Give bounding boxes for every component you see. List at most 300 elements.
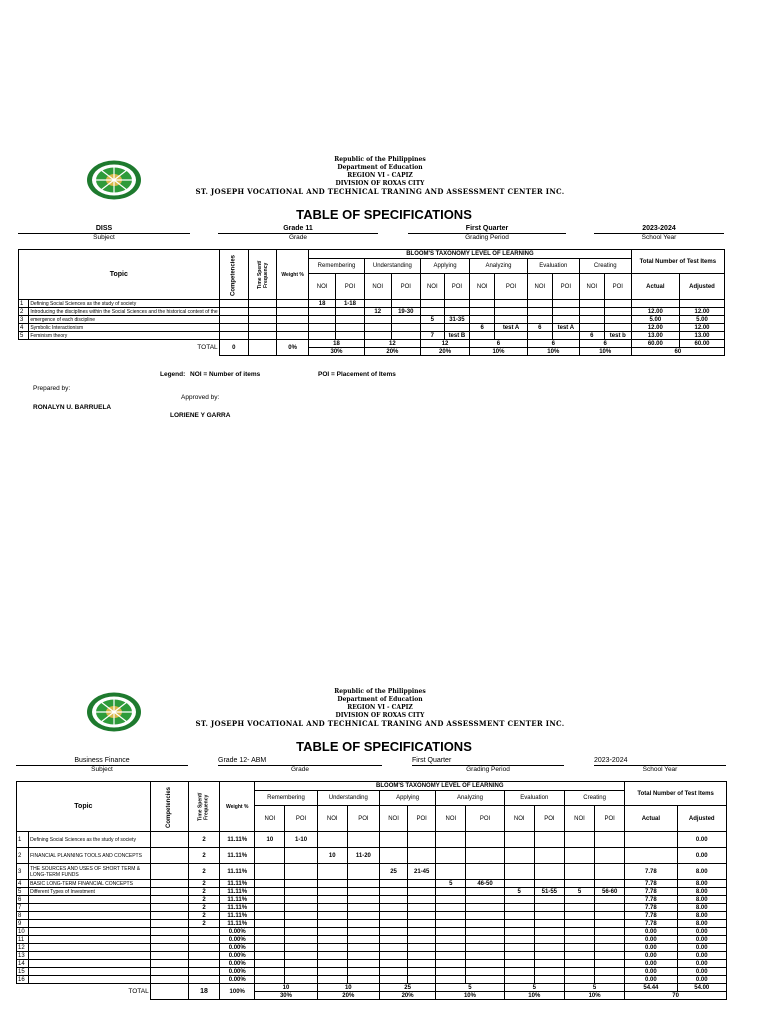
table-row [17, 952, 727, 960]
table-row [17, 968, 727, 976]
row-adjusted: 8.00 [677, 904, 726, 912]
row-actual: 7.78 [625, 912, 677, 920]
row-noi [364, 324, 391, 332]
row-competencies [150, 832, 188, 848]
grade-label: Grade [290, 766, 310, 773]
row-weight: 0.00% [220, 960, 255, 968]
row-noi [579, 324, 604, 332]
row-poi [444, 300, 470, 308]
row-poi [408, 968, 436, 976]
total-time [249, 340, 277, 356]
row-competencies [150, 904, 188, 912]
row-noi [527, 308, 552, 316]
row-poi [391, 316, 420, 324]
row-adjusted: 8.00 [677, 912, 726, 920]
row-time: 2 [188, 848, 219, 864]
row-number: 4 [19, 324, 29, 332]
row-topic: THE SOURCES AND USES OF SHORT TERM & LONG-TERM FUNDS [29, 864, 151, 880]
bloom-header: BLOOM'S TAXONOMY LEVEL OF LEARNING [255, 782, 625, 791]
row-poi [534, 968, 564, 976]
row-noi [504, 848, 534, 864]
row-noi [579, 316, 604, 324]
row-time [249, 332, 277, 340]
row-noi [436, 896, 466, 904]
row-poi [347, 832, 379, 848]
row-poi [347, 952, 379, 960]
row-noi [309, 316, 336, 324]
row-noi [255, 952, 285, 960]
row-weight [277, 324, 309, 332]
adjusted-header: Adjusted [680, 274, 725, 300]
row-poi [595, 952, 625, 960]
row-weight: 0.00% [220, 928, 255, 936]
table-row [17, 904, 727, 912]
row-noi [564, 848, 594, 864]
weight-header: Weight % [277, 250, 309, 300]
row-noi: 10 [317, 848, 347, 864]
row-noi [436, 944, 466, 952]
row-poi [285, 920, 317, 928]
row-poi [466, 888, 504, 896]
row-competencies [150, 896, 188, 904]
row-poi [408, 976, 436, 984]
row-noi [379, 936, 407, 944]
row-competencies [219, 300, 248, 308]
poi-header: POI [444, 274, 470, 300]
row-poi [285, 976, 317, 984]
row-noi [564, 944, 594, 952]
total-percent: 20% [379, 992, 435, 1000]
row-number: 1 [19, 300, 29, 308]
row-noi [579, 300, 604, 308]
table-row [19, 300, 725, 308]
row-poi [466, 864, 504, 880]
row-poi [466, 832, 504, 848]
row-noi: 12 [364, 308, 391, 316]
row-noi [564, 832, 594, 848]
row-topic: Different Types of Investment [29, 888, 151, 896]
row-noi [527, 300, 552, 308]
row-weight: 11.11% [220, 896, 255, 904]
table-row [19, 324, 725, 332]
row-poi [444, 324, 470, 332]
total-percent: 10% [579, 348, 631, 356]
level-evaluation: Evaluation [504, 791, 564, 806]
row-competencies [219, 332, 248, 340]
row-time [188, 960, 219, 968]
total-percent: 20% [364, 348, 420, 356]
row-number: 13 [17, 952, 29, 960]
row-poi [595, 904, 625, 912]
row-number: 15 [17, 968, 29, 976]
row-number: 4 [17, 880, 29, 888]
row-poi [408, 936, 436, 944]
row-weight [277, 308, 309, 316]
row-number: 1 [17, 832, 29, 848]
row-actual: 7.78 [625, 904, 677, 912]
row-noi [364, 300, 391, 308]
row-noi [255, 896, 285, 904]
row-number: 6 [17, 896, 29, 904]
total-noi: 6 [527, 340, 579, 348]
row-noi [317, 912, 347, 920]
grade-value: Grade 11 [218, 224, 378, 234]
row-poi [285, 848, 317, 864]
total-actual: 60.00 [631, 340, 679, 348]
table-row [17, 912, 727, 920]
row-noi [564, 960, 594, 968]
row-poi [495, 300, 527, 308]
row-poi [595, 832, 625, 848]
total-percent: 20% [420, 348, 469, 356]
noi-header: NOI [255, 806, 285, 832]
row-number: 2 [19, 308, 29, 316]
row-poi [552, 332, 579, 340]
row-poi [408, 912, 436, 920]
level-remembering: Remembering [309, 259, 365, 274]
deped-line: Department of Education [337, 696, 423, 703]
row-poi: 11-20 [347, 848, 379, 864]
row-poi [595, 864, 625, 880]
row-poi: 19-30 [391, 308, 420, 316]
row-noi [436, 960, 466, 968]
noi-header: NOI [309, 274, 336, 300]
table-row [17, 928, 727, 936]
row-poi [595, 944, 625, 952]
row-time: 2 [188, 912, 219, 920]
total-items-header: Total Number of Test Items [631, 250, 724, 274]
row-noi [379, 848, 407, 864]
row-topic: Defining Social Sciences as the study of society [29, 832, 151, 848]
row-noi [317, 880, 347, 888]
total-percent: 10% [436, 992, 504, 1000]
row-poi [534, 864, 564, 880]
row-poi [391, 324, 420, 332]
row-noi [436, 976, 466, 984]
table-row [17, 960, 727, 968]
row-noi [436, 936, 466, 944]
row-time [188, 936, 219, 944]
noi-header: NOI [504, 806, 534, 832]
row-noi [504, 864, 534, 880]
row-noi: 6 [470, 324, 495, 332]
row-noi [255, 912, 285, 920]
row-actual [631, 300, 679, 308]
row-noi [564, 920, 594, 928]
noi-header: NOI [420, 274, 444, 300]
row-weight [277, 332, 309, 340]
row-poi [595, 896, 625, 904]
row-poi [347, 928, 379, 936]
row-poi [347, 904, 379, 912]
noi-header: NOI [564, 806, 594, 832]
republic-line: Republic of the Philippines [334, 156, 426, 163]
row-poi [347, 968, 379, 976]
row-adjusted: 8.00 [677, 896, 726, 904]
total-label: TOTAL [17, 984, 151, 1000]
page2-subject [16, 756, 188, 774]
row-poi [408, 960, 436, 968]
total-percent: 10% [527, 348, 579, 356]
table-row [19, 316, 725, 324]
total-time: 18 [188, 984, 219, 1000]
row-poi: test A [552, 324, 579, 332]
page1-tos-table [18, 249, 725, 356]
period-value: First Quarter [408, 224, 566, 234]
table-row [17, 880, 727, 888]
row-adjusted: 0.00 [677, 832, 726, 848]
row-actual: 7.78 [625, 864, 677, 880]
approved-label: Approved by: [181, 394, 220, 401]
row-poi [336, 324, 365, 332]
row-topic [29, 912, 151, 920]
row-poi [466, 904, 504, 912]
row-noi [504, 896, 534, 904]
row-poi [347, 960, 379, 968]
row-noi [564, 896, 594, 904]
row-poi [552, 316, 579, 324]
row-noi [504, 952, 534, 960]
row-poi [534, 904, 564, 912]
row-poi [495, 308, 527, 316]
year-value: 2023-2024 [594, 756, 726, 766]
total-adjusted: 54.00 [677, 984, 726, 992]
row-weight: 11.11% [220, 864, 255, 880]
table-row [17, 888, 727, 896]
poi-header: POI [285, 806, 317, 832]
row-competencies [150, 960, 188, 968]
row-noi [255, 848, 285, 864]
row-poi [604, 316, 631, 324]
total-competencies: 0 [219, 340, 248, 356]
row-actual: 12.00 [631, 324, 679, 332]
row-weight [277, 316, 309, 324]
row-poi [604, 300, 631, 308]
table-row [17, 936, 727, 944]
row-poi [534, 848, 564, 864]
period-label: Grading Period [465, 234, 509, 241]
subject-label: Subject [91, 766, 113, 773]
row-time: 2 [188, 904, 219, 912]
row-noi [436, 888, 466, 896]
row-noi [504, 880, 534, 888]
row-topic: Defining Social Sciences as the study of society [29, 300, 219, 308]
row-time [188, 976, 219, 984]
total-percent: 30% [255, 992, 317, 1000]
row-actual: 0.00 [625, 968, 677, 976]
row-number: 3 [17, 864, 29, 880]
row-number: 14 [17, 960, 29, 968]
row-adjusted: 0.00 [677, 936, 726, 944]
poi-header: POI [604, 274, 631, 300]
row-noi [436, 864, 466, 880]
row-poi [466, 848, 504, 864]
row-poi [408, 920, 436, 928]
row-poi [534, 832, 564, 848]
total-weight: 0% [277, 340, 309, 356]
total-noi: 10 [317, 984, 379, 992]
poi-header: POI [347, 806, 379, 832]
total-noi: 6 [579, 340, 631, 348]
poi-header: POI [336, 274, 365, 300]
total-label: TOTAL [19, 340, 220, 356]
prepared-label: Prepared by: [33, 385, 71, 392]
row-actual: 7.78 [625, 880, 677, 888]
row-number: 11 [17, 936, 29, 944]
row-time [249, 300, 277, 308]
row-poi: test B [444, 332, 470, 340]
row-noi [255, 976, 285, 984]
row-noi [255, 920, 285, 928]
grand-total: 60 [631, 348, 724, 356]
row-poi [595, 976, 625, 984]
row-weight: 11.11% [220, 920, 255, 928]
row-number: 12 [17, 944, 29, 952]
row-adjusted: 12.00 [680, 308, 725, 316]
row-weight: 11.11% [220, 848, 255, 864]
row-poi [336, 308, 365, 316]
row-actual [625, 832, 677, 848]
row-actual: 0.00 [625, 928, 677, 936]
bloom-header: BLOOM'S TAXONOMY LEVEL OF LEARNING [309, 250, 631, 259]
row-noi [436, 832, 466, 848]
row-competencies [150, 952, 188, 960]
total-noi: 5 [436, 984, 504, 992]
row-noi [317, 888, 347, 896]
row-topic: Introducing the disciplines within the Social Sciences and the historical context of the [30, 308, 218, 315]
row-noi [379, 928, 407, 936]
row-poi: 46-50 [466, 880, 504, 888]
row-noi [564, 880, 594, 888]
row-topic [29, 976, 151, 984]
poi-header: POI [466, 806, 504, 832]
row-weight: 11.11% [220, 832, 255, 848]
row-poi [408, 880, 436, 888]
row-topic: FINANCIAL PLANNING TOOLS AND CONCEPTS [29, 848, 151, 864]
row-poi [347, 976, 379, 984]
row-poi [347, 944, 379, 952]
row-noi [317, 976, 347, 984]
row-poi [285, 896, 317, 904]
table-row [17, 944, 727, 952]
table-row [17, 832, 727, 848]
row-time: 2 [188, 896, 219, 904]
row-poi [285, 904, 317, 912]
row-poi [534, 920, 564, 928]
row-noi [420, 324, 444, 332]
row-poi [466, 936, 504, 944]
row-noi [317, 896, 347, 904]
row-adjusted: 13.00 [680, 332, 725, 340]
level-evaluation: Evaluation [527, 259, 579, 274]
subject-value: DISS [18, 224, 190, 234]
row-topic [29, 936, 151, 944]
row-poi: 56-60 [595, 888, 625, 896]
row-actual: 7.78 [625, 896, 677, 904]
row-noi [379, 912, 407, 920]
row-poi [408, 848, 436, 864]
republic-line: Republic of the Philippines [334, 688, 426, 695]
row-noi [255, 968, 285, 976]
row-poi [534, 896, 564, 904]
level-remembering: Remembering [255, 791, 317, 806]
row-weight: 0.00% [220, 968, 255, 976]
legend-noi: NOI = Number of items [190, 371, 261, 378]
noi-header: NOI [317, 806, 347, 832]
row-adjusted: 5.00 [680, 316, 725, 324]
row-noi [470, 332, 495, 340]
row-poi [285, 944, 317, 952]
row-poi [595, 848, 625, 864]
row-poi [466, 928, 504, 936]
total-noi: 5 [564, 984, 624, 992]
row-actual: 0.00 [625, 976, 677, 984]
row-number: 2 [17, 848, 29, 864]
row-poi [466, 920, 504, 928]
row-poi [285, 960, 317, 968]
row-noi: 5 [436, 880, 466, 888]
row-time: 2 [188, 920, 219, 928]
row-poi [347, 880, 379, 888]
grand-total: 70 [625, 992, 727, 1000]
row-competencies [150, 936, 188, 944]
row-time: 2 [188, 888, 219, 896]
subject-label: Subject [93, 234, 115, 241]
row-noi [255, 864, 285, 880]
page2-tos-table [16, 781, 727, 1000]
poi-header: POI [552, 274, 579, 300]
row-poi [285, 864, 317, 880]
row-poi [408, 896, 436, 904]
row-noi [436, 952, 466, 960]
row-noi: 6 [527, 324, 552, 332]
row-noi [317, 904, 347, 912]
row-weight: 0.00% [220, 952, 255, 960]
row-competencies [150, 928, 188, 936]
page2-period [412, 756, 564, 774]
row-noi [564, 864, 594, 880]
row-noi [504, 928, 534, 936]
row-poi [336, 316, 365, 324]
row-number: 3 [19, 316, 29, 324]
row-topic [29, 920, 151, 928]
row-time [249, 324, 277, 332]
row-time: 2 [188, 864, 219, 880]
row-poi [285, 888, 317, 896]
total-noi: 18 [309, 340, 365, 348]
row-noi [420, 300, 444, 308]
school-name: ST. JOSEPH VOCATIONAL AND TECHNICAL TRANING AND ASSESSMENT CENTER INC. [195, 719, 565, 728]
row-noi [317, 968, 347, 976]
poi-header: POI [534, 806, 564, 832]
table-row [17, 864, 727, 880]
row-poi [534, 928, 564, 936]
poi-header: POI [391, 274, 420, 300]
row-adjusted: 0.00 [677, 960, 726, 968]
table-row [19, 308, 725, 316]
total-competencies [150, 984, 188, 1000]
poi-header: POI [408, 806, 436, 832]
row-poi [466, 944, 504, 952]
row-actual: 12.00 [631, 308, 679, 316]
row-noi [364, 332, 391, 340]
row-noi [527, 316, 552, 324]
level-understanding: Understanding [317, 791, 379, 806]
row-actual: 7.78 [625, 888, 677, 896]
row-time: 2 [188, 880, 219, 888]
row-poi [408, 888, 436, 896]
level-analyzing: Analyzing [470, 259, 528, 274]
